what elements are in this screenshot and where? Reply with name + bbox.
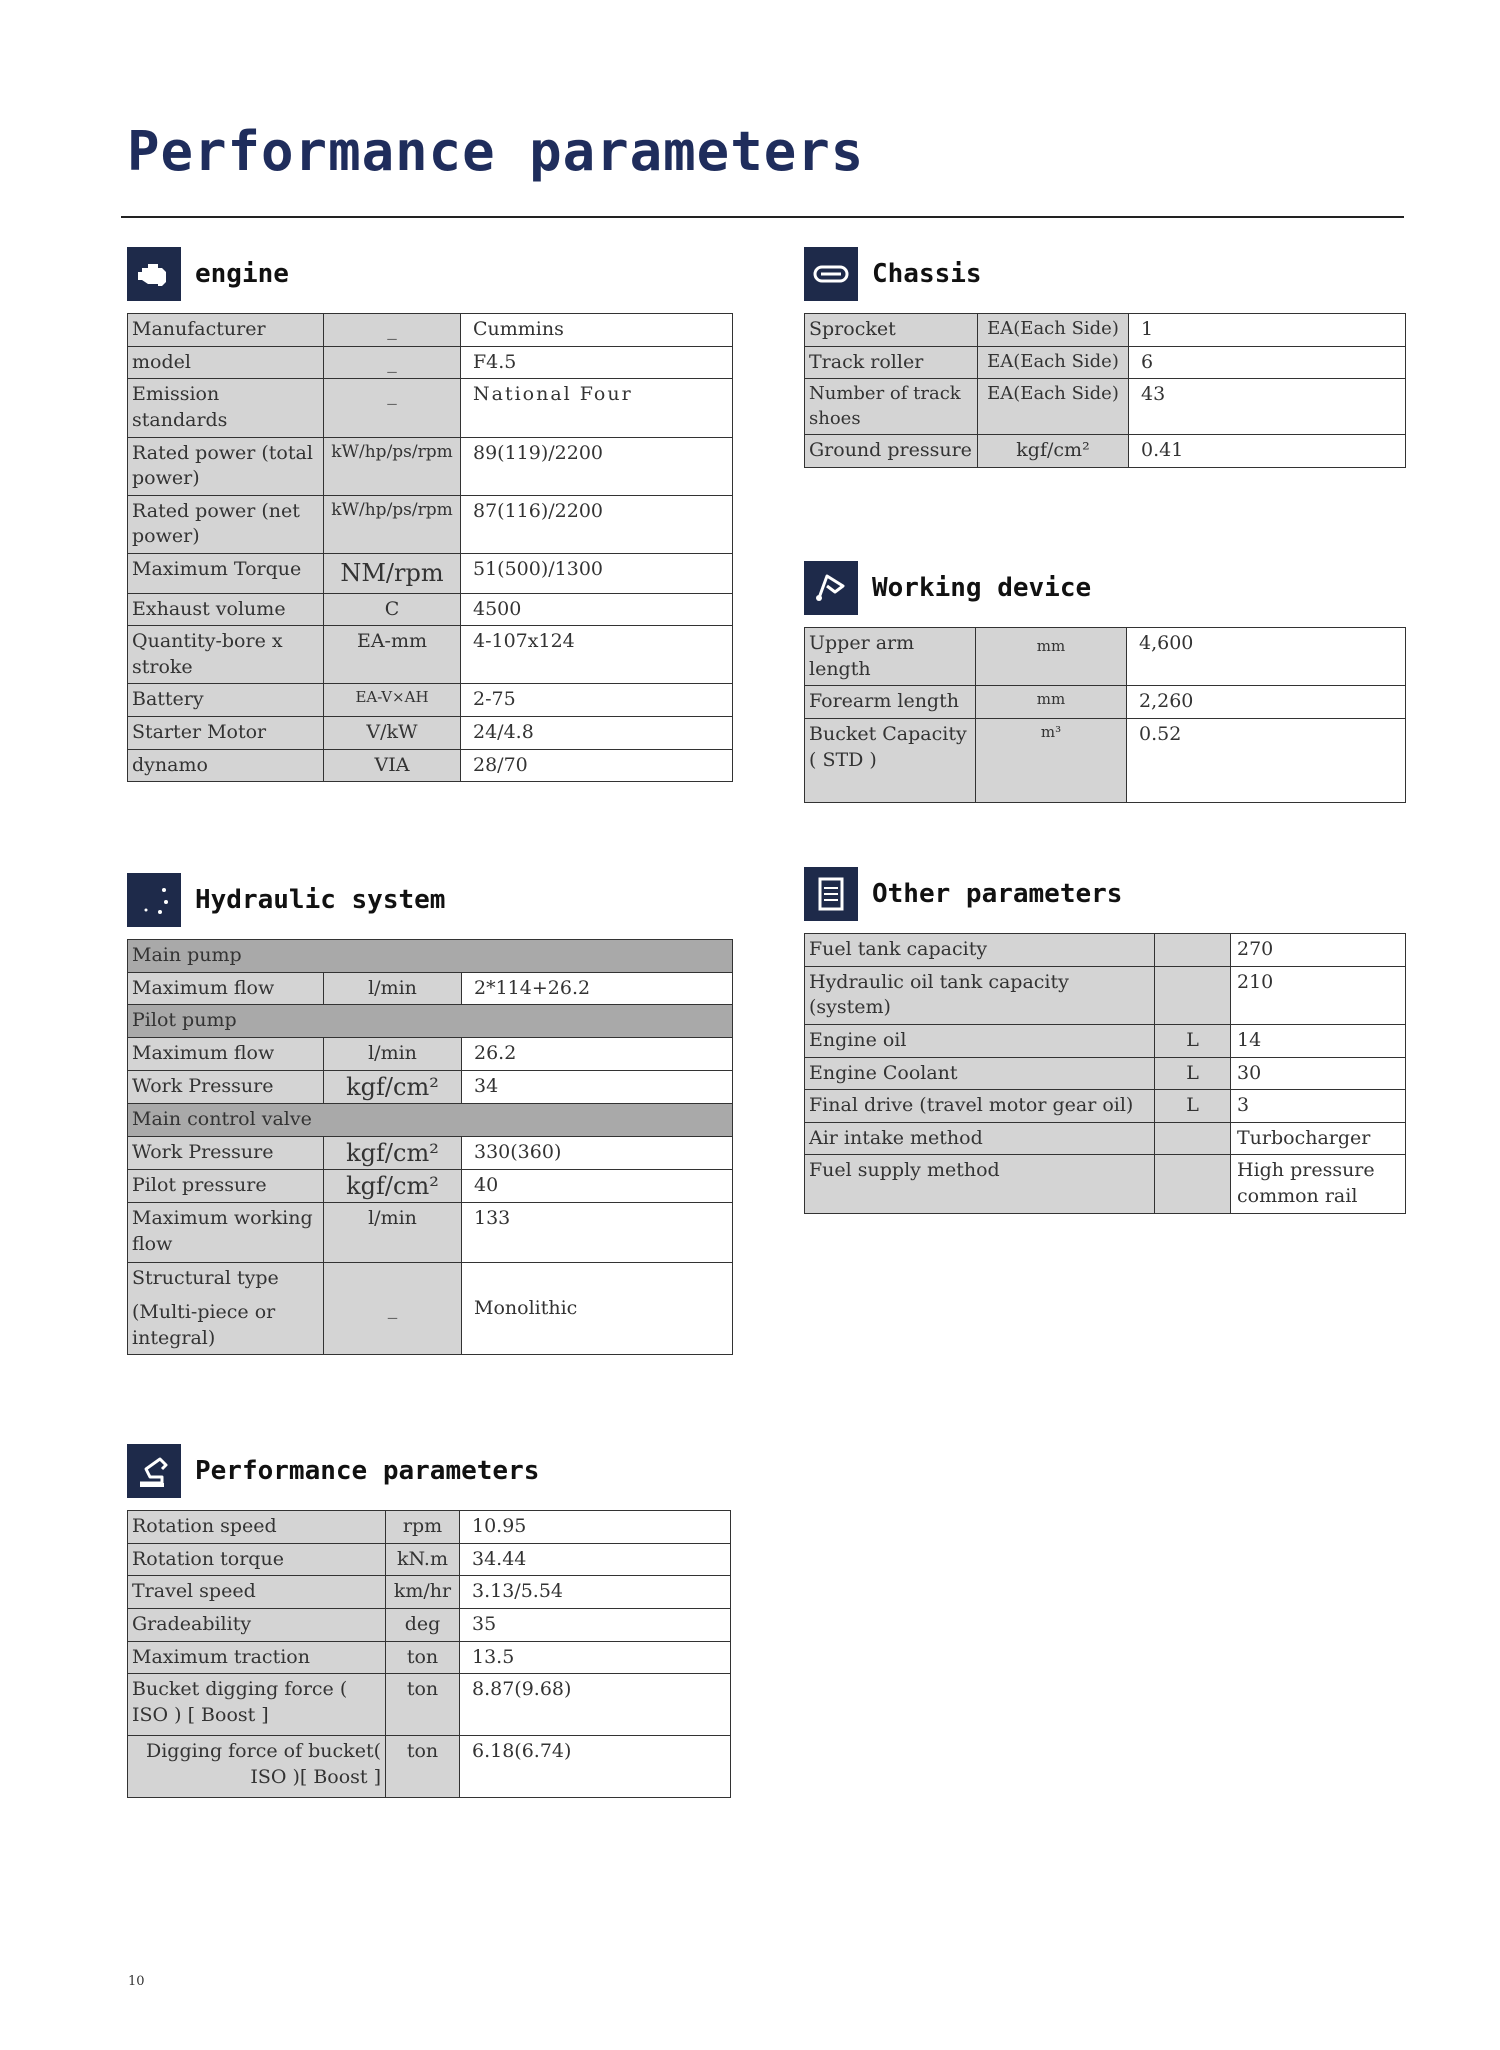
row-label: Work Pressure bbox=[128, 1070, 324, 1103]
table-row bbox=[805, 1090, 1406, 1123]
table-row bbox=[805, 686, 1406, 719]
row-value: 0.41 bbox=[1129, 434, 1406, 467]
table-row bbox=[128, 1511, 731, 1544]
table-row bbox=[128, 626, 733, 684]
table-row bbox=[128, 1203, 733, 1263]
row-label: Ground pressure bbox=[805, 434, 978, 467]
row-label: Fuel tank capacity bbox=[805, 934, 1155, 967]
table-row bbox=[128, 379, 733, 437]
row-unit: NM/rpm bbox=[324, 554, 461, 593]
row-value: 40 bbox=[462, 1169, 733, 1202]
working-device-section bbox=[804, 560, 1406, 803]
page-number: 10 bbox=[128, 1974, 145, 1989]
row-value: 1 bbox=[1129, 314, 1406, 347]
row-unit: rpm bbox=[386, 1511, 460, 1544]
row-label: Gradeability bbox=[128, 1608, 386, 1641]
group-label: Main pump bbox=[128, 940, 733, 973]
row-unit: kgf/cm² bbox=[324, 1136, 462, 1169]
row-value: Turbocharger bbox=[1231, 1122, 1406, 1155]
row-label: Quantity-bore x stroke bbox=[128, 626, 324, 684]
hydraulic-table bbox=[127, 939, 733, 1355]
row-value: 28/70 bbox=[461, 749, 733, 782]
row-unit: EA-mm bbox=[324, 626, 461, 684]
table-row bbox=[805, 1057, 1406, 1090]
performance-table bbox=[127, 1510, 731, 1798]
table-row bbox=[128, 749, 733, 782]
row-value: 34 bbox=[462, 1070, 733, 1103]
table-row bbox=[128, 593, 733, 626]
table-group-row bbox=[128, 940, 733, 973]
row-value: 24/4.8 bbox=[461, 717, 733, 750]
engine-header bbox=[127, 246, 733, 302]
chassis-title: Chassis bbox=[872, 259, 982, 289]
group-label: Pilot pump bbox=[128, 1005, 733, 1038]
row-unit: mm bbox=[976, 686, 1127, 719]
table-row bbox=[128, 1037, 733, 1070]
row-value: 6.18(6.74) bbox=[460, 1736, 731, 1798]
table-row bbox=[128, 1608, 731, 1641]
engine-title: engine bbox=[195, 259, 289, 289]
row-label: Maximum flow bbox=[128, 972, 324, 1005]
table-row bbox=[128, 554, 733, 593]
table-row bbox=[128, 1641, 731, 1674]
row-unit: l/min bbox=[324, 1037, 462, 1070]
table-group-row bbox=[128, 1103, 733, 1136]
row-label: Battery bbox=[128, 684, 324, 717]
page-title: Performance parameters bbox=[127, 120, 865, 183]
row-value: 270 bbox=[1231, 934, 1406, 967]
row-label: Maximum flow bbox=[128, 1037, 324, 1070]
row-label: Upper arm length bbox=[805, 628, 976, 686]
row-unit: kgf/cm² bbox=[324, 1169, 462, 1202]
row-unit bbox=[1155, 934, 1231, 967]
row-unit: _ bbox=[324, 1263, 462, 1355]
row-unit: kW/hp/ps/rpm bbox=[324, 495, 461, 553]
row-unit: EA(Each Side) bbox=[978, 379, 1129, 435]
hydraulic-title: Hydraulic system bbox=[195, 885, 446, 915]
row-unit: deg bbox=[386, 1608, 460, 1641]
row-unit: km/hr bbox=[386, 1576, 460, 1609]
chassis-section bbox=[804, 246, 1406, 468]
row-unit: _ bbox=[324, 346, 461, 379]
working-device-header bbox=[804, 560, 1406, 616]
row-value: Monolithic bbox=[462, 1263, 733, 1355]
row-label: Fuel supply method bbox=[805, 1155, 1155, 1213]
document-icon bbox=[804, 867, 858, 921]
table-row bbox=[805, 628, 1406, 686]
row-value: Cummins bbox=[461, 314, 733, 347]
row-value: High pressure common rail bbox=[1231, 1155, 1406, 1213]
row-unit: L bbox=[1155, 1024, 1231, 1057]
engine-section bbox=[127, 246, 733, 782]
arm-icon bbox=[804, 561, 858, 615]
row-unit: l/min bbox=[324, 1203, 462, 1263]
chassis-table bbox=[804, 313, 1406, 468]
row-value: 4,600 bbox=[1127, 628, 1406, 686]
row-unit: ton bbox=[386, 1736, 460, 1798]
row-label: Number of track shoes bbox=[805, 379, 978, 435]
other-parameters-table bbox=[804, 933, 1406, 1214]
row-value: F4.5 bbox=[461, 346, 733, 379]
row-value: 34.44 bbox=[460, 1543, 731, 1576]
row-label: Maximum working flow bbox=[128, 1203, 324, 1263]
row-unit: kW/hp/ps/rpm bbox=[324, 437, 461, 495]
row-label: Exhaust volume bbox=[128, 593, 324, 626]
row-value: 87(116)/2200 bbox=[461, 495, 733, 553]
table-row bbox=[128, 1263, 733, 1355]
row-label-line: (Multi-piece or integral) bbox=[132, 1301, 276, 1349]
row-unit: mm bbox=[976, 628, 1127, 686]
row-label bbox=[128, 1263, 324, 1355]
row-unit: C bbox=[324, 593, 461, 626]
performance-header bbox=[127, 1443, 731, 1499]
table-row bbox=[805, 346, 1406, 379]
table-row bbox=[805, 1024, 1406, 1057]
row-label: dynamo bbox=[128, 749, 324, 782]
row-unit: L bbox=[1155, 1057, 1231, 1090]
row-label: Maximum traction bbox=[128, 1641, 386, 1674]
row-value: 4500 bbox=[461, 593, 733, 626]
row-value: 51(500)/1300 bbox=[461, 554, 733, 593]
other-parameters-section bbox=[804, 866, 1406, 1214]
row-label: Work Pressure bbox=[128, 1136, 324, 1169]
table-row bbox=[128, 346, 733, 379]
row-unit: V/kW bbox=[324, 717, 461, 750]
row-unit: m³ bbox=[976, 718, 1127, 802]
row-unit: ton bbox=[386, 1641, 460, 1674]
table-group-row bbox=[128, 1005, 733, 1038]
table-row bbox=[805, 314, 1406, 347]
table-row bbox=[128, 717, 733, 750]
row-value: 2,260 bbox=[1127, 686, 1406, 719]
other-parameters-title: Other parameters bbox=[872, 879, 1123, 909]
row-value: National Four bbox=[461, 379, 733, 437]
table-row bbox=[128, 1070, 733, 1103]
row-label: model bbox=[128, 346, 324, 379]
performance-title: Performance parameters bbox=[195, 1456, 540, 1486]
performance-section bbox=[127, 1443, 731, 1798]
row-value: 210 bbox=[1231, 966, 1406, 1024]
row-label: Engine Coolant bbox=[805, 1057, 1155, 1090]
row-value: 6 bbox=[1129, 346, 1406, 379]
chassis-header bbox=[804, 246, 1406, 302]
table-row bbox=[128, 1674, 731, 1736]
row-unit: kN.m bbox=[386, 1543, 460, 1576]
row-value: 89(119)/2200 bbox=[461, 437, 733, 495]
row-value: 330(360) bbox=[462, 1136, 733, 1169]
row-label: Digging force of bucket( ISO )[ Boost ] bbox=[128, 1736, 386, 1798]
row-label: Bucket Capacity ( STD ) bbox=[805, 718, 976, 802]
row-unit: EA(Each Side) bbox=[978, 346, 1129, 379]
table-row bbox=[805, 934, 1406, 967]
row-value: 3.13/5.54 bbox=[460, 1576, 731, 1609]
table-row bbox=[805, 718, 1406, 802]
table-row bbox=[128, 1576, 731, 1609]
title-divider bbox=[121, 216, 1404, 218]
track-icon bbox=[804, 247, 858, 301]
row-unit: ton bbox=[386, 1674, 460, 1736]
row-unit: L bbox=[1155, 1090, 1231, 1123]
table-row bbox=[128, 684, 733, 717]
row-value: 13.5 bbox=[460, 1641, 731, 1674]
row-unit: EA-V×AH bbox=[324, 684, 461, 717]
table-row bbox=[128, 437, 733, 495]
working-device-title: Working device bbox=[872, 573, 1092, 603]
row-value: 133 bbox=[462, 1203, 733, 1263]
row-label: Track roller bbox=[805, 346, 978, 379]
row-unit: _ bbox=[324, 314, 461, 347]
row-value: 2*114+26.2 bbox=[462, 972, 733, 1005]
table-row bbox=[805, 1155, 1406, 1213]
engine-icon bbox=[127, 247, 181, 301]
row-unit: kgf/cm² bbox=[324, 1070, 462, 1103]
row-value: 2-75 bbox=[461, 684, 733, 717]
row-label: Sprocket bbox=[805, 314, 978, 347]
row-label: Final drive (travel motor gear oil) bbox=[805, 1090, 1155, 1123]
row-label: Engine oil bbox=[805, 1024, 1155, 1057]
row-label: Emission standards bbox=[128, 379, 324, 437]
engine-table bbox=[127, 313, 733, 782]
row-value: 35 bbox=[460, 1608, 731, 1641]
row-unit bbox=[1155, 966, 1231, 1024]
table-row bbox=[128, 495, 733, 553]
row-value: 0.52 bbox=[1127, 718, 1406, 802]
row-label: Air intake method bbox=[805, 1122, 1155, 1155]
hydraulic-section bbox=[127, 872, 733, 1355]
row-label: Pilot pressure bbox=[128, 1169, 324, 1202]
row-unit bbox=[1155, 1155, 1231, 1213]
row-unit: l/min bbox=[324, 972, 462, 1005]
row-label: Rated power (net power) bbox=[128, 495, 324, 553]
table-row bbox=[128, 1136, 733, 1169]
row-label: Starter Motor bbox=[128, 717, 324, 750]
row-label: Hydraulic oil tank capacity (system) bbox=[805, 966, 1155, 1024]
row-value: 3 bbox=[1231, 1090, 1406, 1123]
table-row bbox=[805, 379, 1406, 435]
row-value: 30 bbox=[1231, 1057, 1406, 1090]
row-unit: EA(Each Side) bbox=[978, 314, 1129, 347]
row-label: Forearm length bbox=[805, 686, 976, 719]
row-label: Rotation torque bbox=[128, 1543, 386, 1576]
group-label: Main control valve bbox=[128, 1103, 733, 1136]
row-label: Maximum Torque bbox=[128, 554, 324, 593]
other-parameters-header bbox=[804, 866, 1406, 922]
row-label: Travel speed bbox=[128, 1576, 386, 1609]
row-value: 10.95 bbox=[460, 1511, 731, 1544]
row-value: 26.2 bbox=[462, 1037, 733, 1070]
row-label: Rated power (total power) bbox=[128, 437, 324, 495]
excavator-icon bbox=[127, 1444, 181, 1498]
row-unit: VIA bbox=[324, 749, 461, 782]
table-row bbox=[805, 434, 1406, 467]
row-label: Manufacturer bbox=[128, 314, 324, 347]
row-unit bbox=[1155, 1122, 1231, 1155]
row-unit: _ bbox=[324, 379, 461, 437]
table-row bbox=[805, 966, 1406, 1024]
row-label: Bucket digging force ( ISO ) [ Boost ] bbox=[128, 1674, 386, 1736]
row-value: 8.87(9.68) bbox=[460, 1674, 731, 1736]
working-device-table bbox=[804, 627, 1406, 803]
table-row bbox=[128, 1736, 731, 1798]
row-value: 4-107x124 bbox=[461, 626, 733, 684]
table-row bbox=[805, 1122, 1406, 1155]
row-value: 43 bbox=[1129, 379, 1406, 435]
table-row bbox=[128, 972, 733, 1005]
table-row bbox=[128, 314, 733, 347]
row-value: 14 bbox=[1231, 1024, 1406, 1057]
row-unit: kgf/cm² bbox=[978, 434, 1129, 467]
hydraulic-header bbox=[127, 872, 733, 928]
row-label: Rotation speed bbox=[128, 1511, 386, 1544]
table-row bbox=[128, 1543, 731, 1576]
table-row bbox=[128, 1169, 733, 1202]
hydraulic-icon bbox=[127, 873, 181, 927]
row-label-line: Structural type bbox=[132, 1267, 279, 1290]
